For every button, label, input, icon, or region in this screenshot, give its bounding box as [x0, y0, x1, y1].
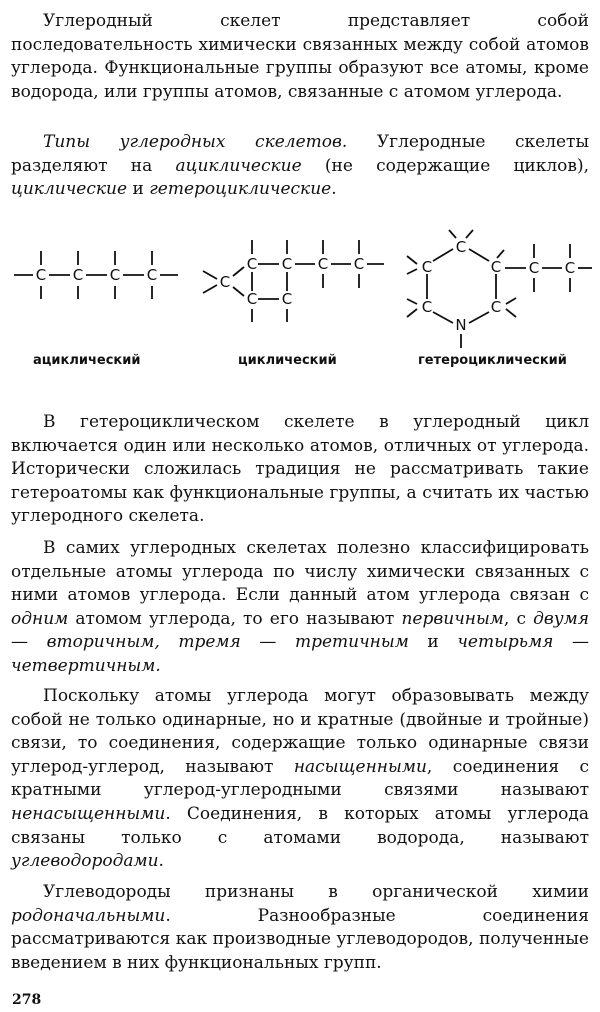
- term-saturated: насыщенными: [293, 756, 427, 777]
- term-acyclic: ациклические: [175, 155, 302, 176]
- heterocyclic-skeleton-diagram: [407, 230, 592, 348]
- heading-skeleton-types: Типы углеродных скелетов.: [43, 132, 348, 152]
- atom-c: C: [281, 290, 293, 308]
- paragraph-skeleton-types: Типы углеродных скелетов. Углеродные скелеты разделяют на ациклические (не содержащие циклов), циклические и гетероциклические.: [11, 132, 589, 200]
- atom-c: C: [490, 258, 502, 276]
- atom-c: C: [246, 290, 258, 308]
- atom-c: C: [490, 298, 502, 316]
- paragraph-hydrocarbons: Углеводороды признаны в органической химии родоначальными. Разнообразные соединения рассматриваются как производные углеводородов, полученные введением в них функциональных групп.: [11, 882, 589, 973]
- atom-c: C: [246, 255, 258, 273]
- atom-c: C: [421, 258, 433, 276]
- cyclic-skeleton-diagram: [203, 240, 384, 322]
- atom-c: C: [35, 266, 47, 284]
- term-heterocyclic: гетероциклические: [149, 179, 332, 200]
- acyclic-skeleton-diagram: [14, 251, 178, 299]
- term-primary: первичным: [401, 608, 504, 629]
- skeleton-diagrams: [0, 225, 600, 370]
- term-quaternary: четырьмя — четвертичным.: [11, 632, 590, 676]
- paragraph-heterocyclic: В гетероциклическом скелете в углеродный цикл включается один или несколько атомов, отличных от углерода. Исторически сложилась традиция не рассматривать такие гетероатомы как функциональные группы, а считать их частью углеродного скелета.: [11, 412, 589, 527]
- atom-c: C: [455, 238, 467, 256]
- term-parent: родоначальными: [11, 905, 166, 926]
- atom-c: C: [317, 255, 329, 273]
- term-one: одним: [11, 608, 69, 629]
- label-cyclic: циклический: [238, 353, 337, 368]
- label-acyclic: ациклический: [33, 353, 141, 368]
- term-secondary-tertiary: двумя — вторичным, тремя — третичным: [11, 608, 589, 653]
- paragraph-carbon-classification: В самих углеродных скелетах полезно классифицировать отдельные атомы углерода по числу химически связанных с ними атомов углерода. Если данный атом углерода связан с одним атомом углерода, то его называют первичным, с двумя — вторичным, тремя — третичным и четырьмя — четвертичным.: [11, 538, 590, 676]
- atom-c: C: [564, 259, 576, 277]
- term-unsaturated: ненасыщенными: [11, 803, 166, 824]
- atom-c: C: [528, 259, 540, 277]
- page-number: 278: [12, 992, 42, 1008]
- atom-c: C: [421, 298, 433, 316]
- term-cyclic: циклические: [11, 179, 128, 200]
- atom-c: C: [146, 266, 158, 284]
- atom-n: N: [455, 316, 467, 334]
- term-hydrocarbons: углеводородами: [11, 851, 159, 872]
- atom-c: C: [353, 255, 365, 273]
- atom-c: C: [72, 266, 84, 284]
- label-heterocyclic: гетероциклический: [418, 353, 567, 368]
- atom-c: C: [281, 255, 293, 273]
- paragraph-carbon-skeleton: Углеродный скелет представляет собой последовательность химически связанных между собой атомов углерода. Функциональные группы образуют все атомы, кроме водорода, или группы атомов, связанные с атомом углерода.: [11, 11, 589, 102]
- atom-c: C: [219, 273, 231, 291]
- paragraph-saturation: Поскольку атомы углерода могут образовывать между собой не только одинарные, но и кратные (двойные и тройные) связи, то соединения, содержащие только одинарные связи углерод-углерод, называют насыщенными, соединения с кратными углерод-углеродными связями называют ненасыщенными. Соединения, в которых атомы углерода связаны только с атомами водорода, называют углеводородами.: [11, 686, 589, 872]
- atom-c: C: [109, 266, 121, 284]
